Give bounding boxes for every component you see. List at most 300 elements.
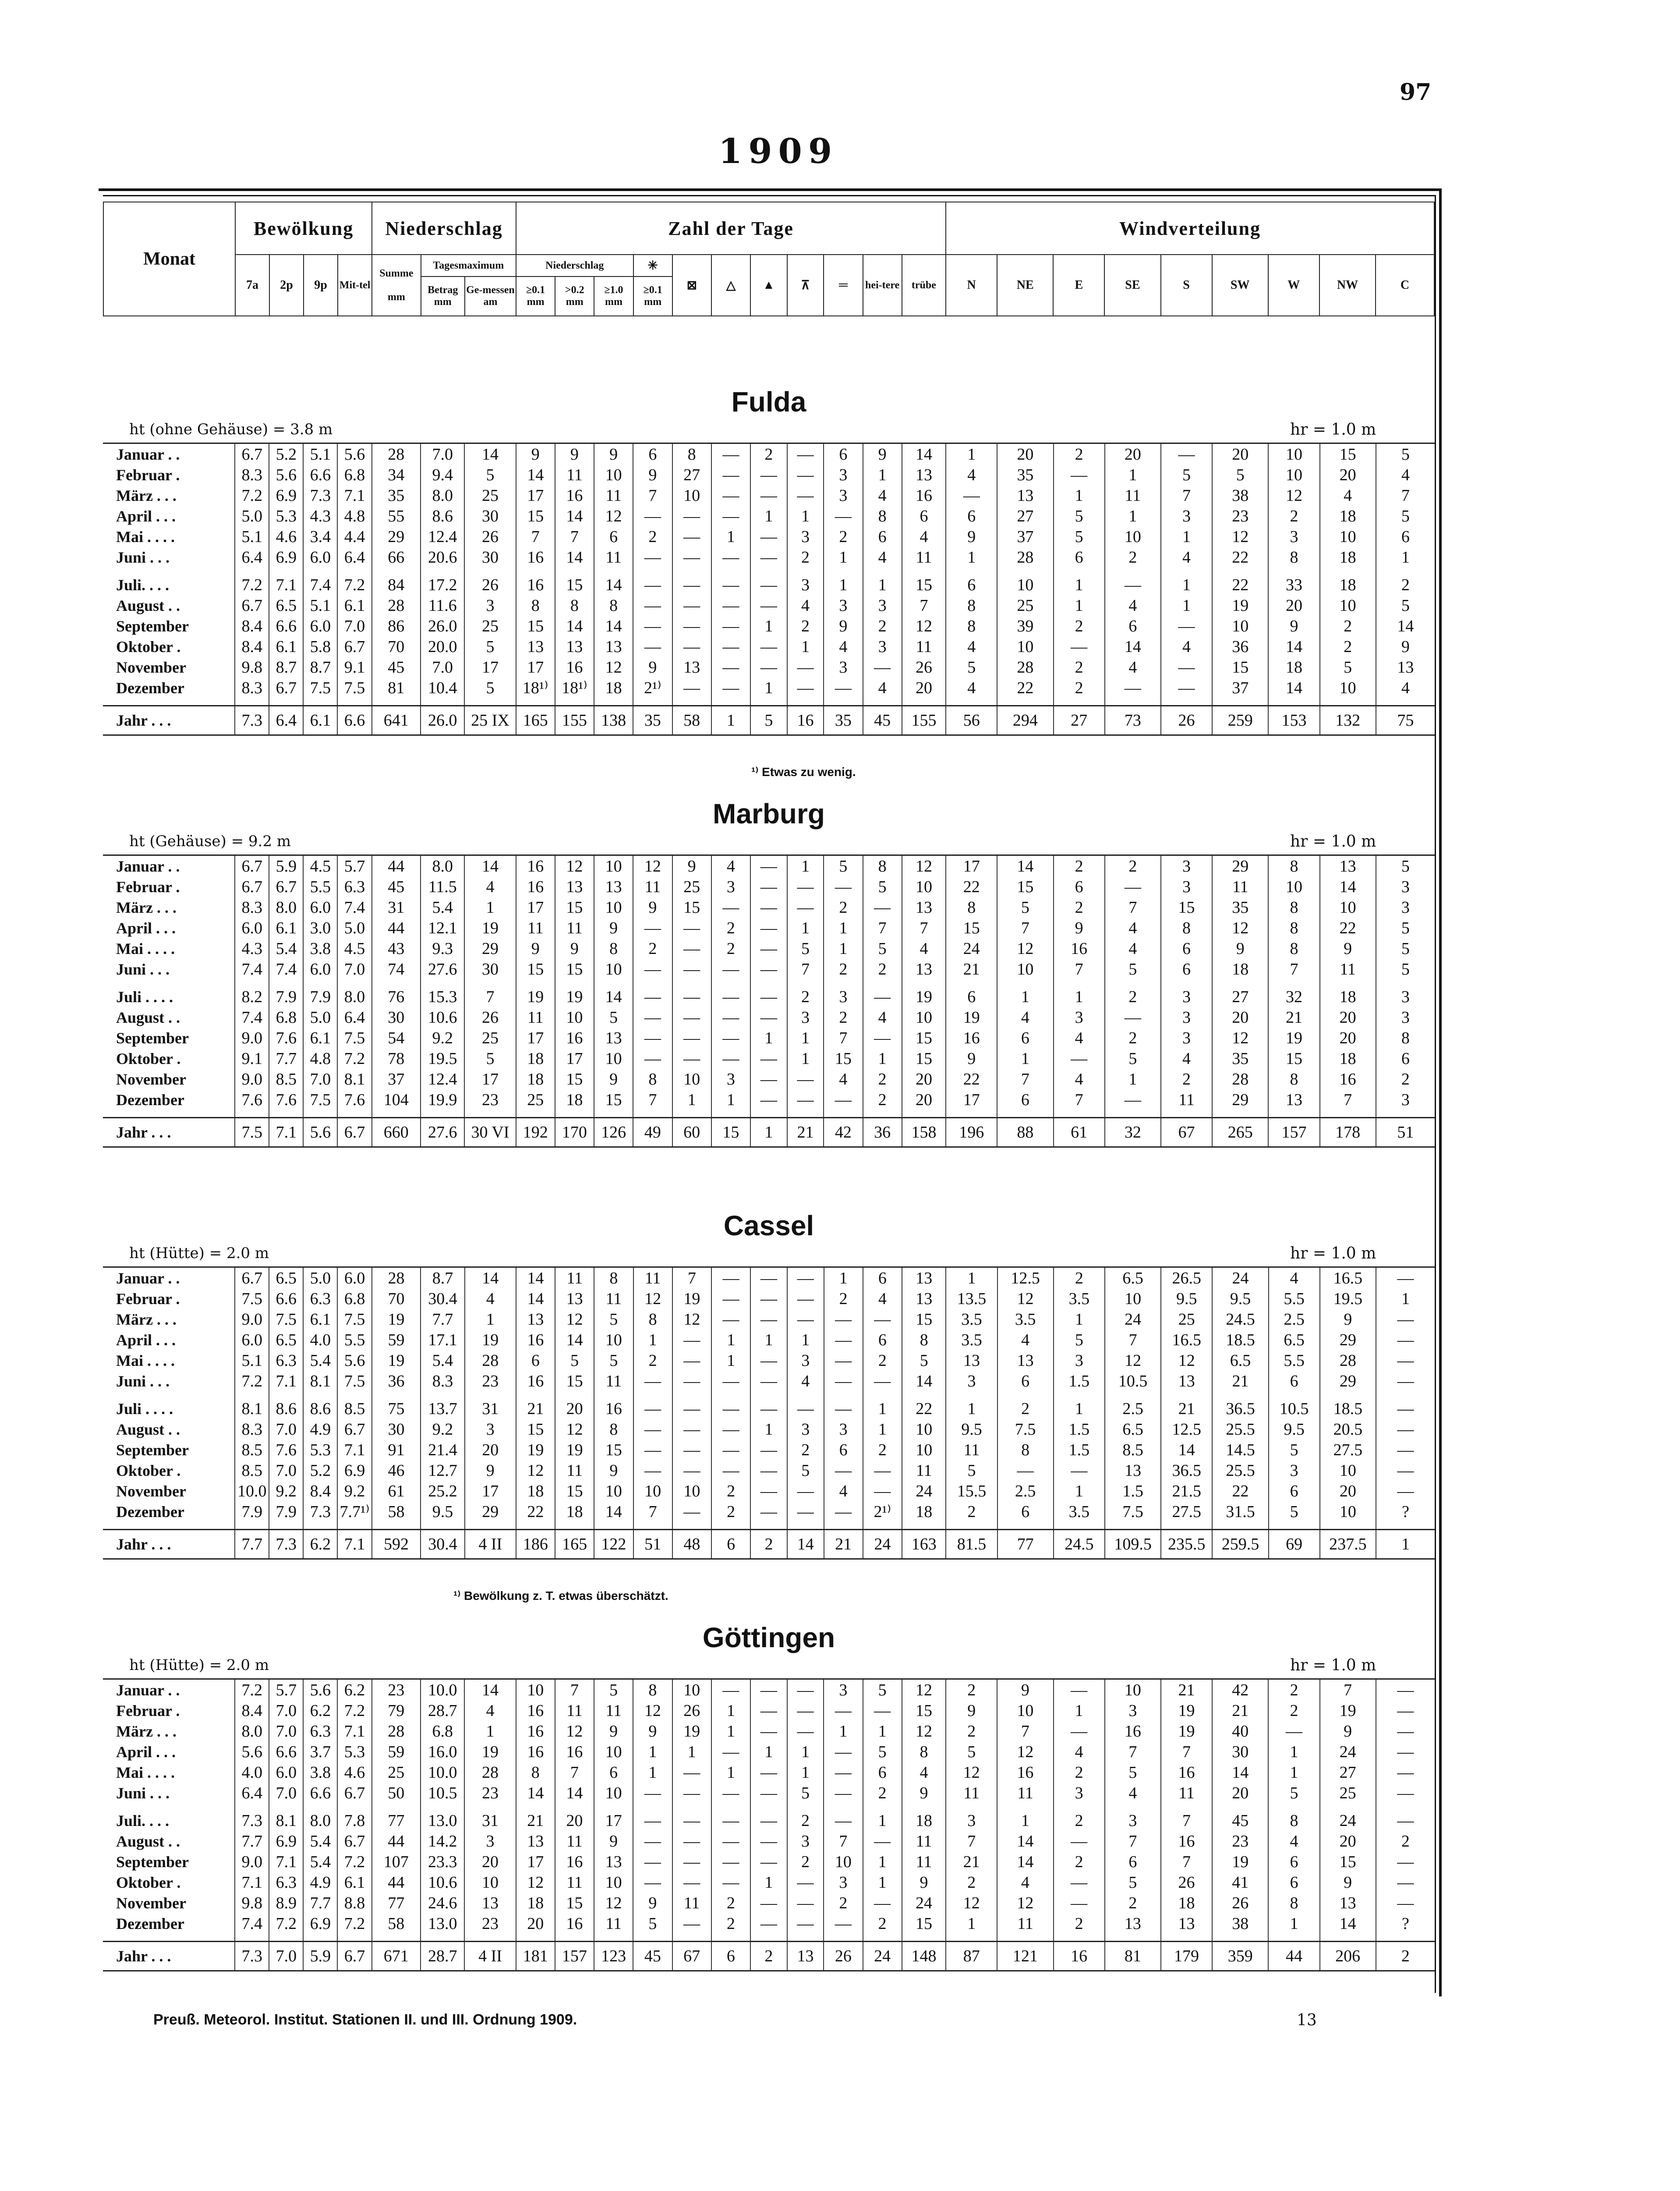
- table-cell: 22: [946, 876, 997, 897]
- table-cell: 6.8: [269, 1007, 303, 1028]
- header-wind-c: C: [1376, 255, 1434, 316]
- table-cell: 10: [594, 1872, 633, 1893]
- table-cell: —: [787, 464, 824, 485]
- table-cell: 15: [902, 1309, 946, 1329]
- table-cell: 4.5: [337, 938, 371, 959]
- table-cell: 2: [863, 1089, 902, 1110]
- table-cell: 19: [372, 1350, 421, 1371]
- table-cell: 24: [902, 1893, 946, 1913]
- table-cell: 16: [516, 1721, 555, 1741]
- table-cell: —: [750, 1481, 787, 1501]
- table-cell: 15: [594, 1089, 633, 1110]
- table-cell: 19: [464, 1741, 516, 1762]
- table-cell: 9: [516, 443, 555, 465]
- table-cell: 9: [1212, 938, 1268, 959]
- table-cell: —: [1105, 1007, 1161, 1028]
- table-cell: 294: [997, 706, 1053, 735]
- table-cell: 5: [1376, 506, 1435, 526]
- table-cell: 14: [465, 1267, 516, 1289]
- table-cell: 24: [902, 1481, 946, 1501]
- table-cell: 15: [1320, 443, 1376, 465]
- table-cell: —: [1161, 616, 1212, 636]
- table-cell: 11: [1320, 959, 1376, 979]
- table-cell: 6.0: [269, 1762, 303, 1783]
- table-cell: —: [824, 1700, 863, 1721]
- table-cell: 3: [1376, 986, 1435, 1007]
- table-cell: 2: [1054, 616, 1105, 636]
- table-cell: —: [750, 1048, 787, 1069]
- table-cell: 5.1: [235, 526, 269, 547]
- table-cell: 196: [946, 1118, 997, 1147]
- table-cell: 24: [863, 1530, 902, 1559]
- month-label: September: [116, 617, 189, 635]
- table-cell: 4: [464, 876, 516, 897]
- table-cell: 91: [372, 1439, 421, 1460]
- table-cell: 9: [1320, 938, 1376, 959]
- header-heitere: hei-tere: [863, 255, 902, 316]
- table-cell: 8.7: [421, 1267, 464, 1289]
- table-cell: 11: [902, 1851, 946, 1872]
- header-tagesmaximum: Tagesmaximum: [421, 255, 516, 277]
- table-cell: 16: [516, 1329, 555, 1350]
- table-cell: 21: [946, 959, 997, 979]
- table-cell: 8: [633, 1309, 672, 1329]
- table-cell: 7.5: [337, 1028, 371, 1048]
- table-cell: 18: [594, 677, 633, 698]
- table-row: [103, 1048, 1435, 1069]
- table-cell: 148: [902, 1942, 946, 1971]
- month-label: Dezember: [116, 1503, 184, 1521]
- table-cell: —: [787, 876, 824, 897]
- table-cell: 25: [372, 1762, 421, 1783]
- table-cell: —: [750, 1350, 787, 1371]
- station-hr: hr = 1.0 m: [1290, 833, 1376, 851]
- table-cell: 5.7: [337, 855, 371, 877]
- table-cell: —: [750, 1913, 787, 1934]
- table-cell: —: [750, 595, 787, 616]
- table-cell: 3: [824, 986, 863, 1007]
- table-cell: 5.0: [337, 918, 371, 938]
- table-cell: 9.1: [337, 657, 371, 677]
- table-cell: 18: [902, 1810, 946, 1831]
- table-cell: 16: [787, 706, 824, 735]
- table-cell: 75: [1376, 706, 1435, 735]
- table-cell: 13.5: [946, 1288, 997, 1309]
- table-cell: 155: [555, 706, 594, 735]
- table-cell: 28: [372, 1721, 421, 1741]
- table-cell: 7: [1054, 1089, 1105, 1110]
- table-cell: 15.5: [946, 1481, 997, 1501]
- table-cell: 8: [516, 1762, 555, 1783]
- table-cell: 2: [787, 1851, 824, 1872]
- table-cell: 7.4: [303, 574, 337, 595]
- table-cell: 25: [1320, 1783, 1376, 1803]
- table-cell: 19: [1268, 1028, 1319, 1048]
- table-cell: 70: [372, 1288, 421, 1309]
- table-cell: 19: [1161, 1700, 1212, 1721]
- table-cell: 10: [594, 897, 633, 918]
- table-cell: 5: [863, 876, 902, 897]
- table-cell: 19: [516, 986, 555, 1007]
- table-cell: —: [1376, 1679, 1435, 1701]
- station-table: [103, 443, 1435, 736]
- table-cell: 10: [464, 1872, 516, 1893]
- table-cell: 12.4: [421, 526, 464, 547]
- table-cell: 2¹⁾: [863, 1501, 902, 1522]
- table-cell: 6.4: [337, 547, 371, 567]
- table-cell: 13: [516, 1309, 555, 1329]
- table-cell: 6.0: [303, 959, 337, 979]
- table-cell: 2: [824, 526, 863, 547]
- table-cell: —: [750, 547, 787, 567]
- table-row: [103, 1783, 1435, 1803]
- table-row: [103, 918, 1435, 938]
- table-cell: 8.1: [303, 1371, 337, 1391]
- table-cell: 76: [372, 986, 421, 1007]
- table-cell: 7.0: [269, 1419, 303, 1439]
- table-cell: 88: [997, 1118, 1053, 1147]
- table-cell: 7.0: [337, 616, 371, 636]
- table-cell: 3: [824, 1679, 863, 1701]
- table-cell: 4: [902, 938, 946, 959]
- table-cell: 2: [1054, 443, 1105, 465]
- table-cell: 2: [1054, 855, 1105, 877]
- table-cell: 1: [750, 1028, 787, 1048]
- table-cell: 8: [594, 595, 633, 616]
- month-label: März . . .: [116, 898, 177, 916]
- table-cell: 14: [594, 574, 633, 595]
- table-cell: 10: [902, 1419, 946, 1439]
- table-cell: 19: [1161, 1721, 1212, 1741]
- table-cell: 14: [1320, 876, 1376, 897]
- table-cell: —: [824, 677, 863, 698]
- table-cell: 1: [946, 1267, 997, 1289]
- table-cell: 1: [863, 574, 902, 595]
- table-cell: 11.5: [421, 876, 464, 897]
- table-cell: 3.5: [946, 1329, 997, 1350]
- table-cell: 7.5: [269, 1309, 303, 1329]
- table-cell: 44: [372, 855, 421, 877]
- table-cell: 7.5: [997, 1419, 1054, 1439]
- table-cell: 12: [902, 1679, 946, 1701]
- table-cell: 9: [1054, 918, 1105, 938]
- table-row: [103, 443, 1435, 465]
- threshold-3-unit: mm: [605, 296, 622, 308]
- table-cell: —: [787, 1700, 824, 1721]
- table-cell: 26: [464, 1007, 516, 1028]
- table-cell: 28.7: [421, 1700, 464, 1721]
- month-label: Oktober .: [116, 638, 181, 656]
- month-label: Oktober .: [116, 1049, 181, 1067]
- table-cell: 15: [516, 1419, 555, 1439]
- table-cell: 1: [1105, 1069, 1161, 1089]
- table-cell: 3: [1161, 876, 1212, 897]
- table-row: [103, 464, 1435, 485]
- table-cell: 26: [672, 1700, 711, 1721]
- table-cell: 14: [1212, 1762, 1268, 1783]
- table-cell: 12: [1105, 1350, 1161, 1371]
- table-cell: 2: [1268, 1679, 1319, 1701]
- table-cell: 13: [902, 1288, 946, 1309]
- table-cell: 10: [594, 1048, 633, 1069]
- table-row: [103, 1329, 1435, 1350]
- table-cell: —: [633, 986, 672, 1007]
- table-cell: —: [711, 1851, 750, 1872]
- table-cell: 75: [372, 1398, 421, 1419]
- table-cell: 6.4: [235, 547, 269, 567]
- table-cell: 21: [516, 1810, 555, 1831]
- table-cell: —: [863, 1371, 902, 1391]
- header-wind-w: W: [1268, 255, 1319, 316]
- table-cell: 7.2: [337, 1700, 371, 1721]
- table-cell: 11: [555, 1831, 594, 1851]
- month-label: März . . .: [116, 1310, 177, 1328]
- table-cell: 7.7: [235, 1530, 269, 1559]
- table-cell: 13: [902, 464, 946, 485]
- table-cell: 6: [863, 526, 902, 547]
- table-cell: 7.5: [1105, 1501, 1161, 1522]
- table-cell: 77: [372, 1810, 421, 1831]
- table-cell: 3: [787, 1007, 824, 1028]
- table-cell: 12: [516, 1872, 555, 1893]
- table-cell: 7: [902, 918, 946, 938]
- table-cell: 3: [1376, 1007, 1435, 1028]
- table-cell: —: [750, 1679, 787, 1701]
- table-cell: 3: [1105, 1700, 1161, 1721]
- table-cell: 19: [946, 1007, 997, 1028]
- table-cell: 29: [1212, 1089, 1268, 1110]
- table-cell: 6: [1105, 616, 1161, 636]
- table-cell: 2: [787, 616, 824, 636]
- table-cell: 13: [555, 636, 594, 657]
- table-cell: 7.6: [269, 1028, 303, 1048]
- table-cell: 10: [1320, 897, 1376, 918]
- table-cell: 2: [863, 616, 902, 636]
- table-cell: 12: [946, 1893, 997, 1913]
- table-cell: —: [672, 1371, 711, 1391]
- table-cell: 3: [1376, 876, 1435, 897]
- table-cell: —: [672, 595, 711, 616]
- table-cell: 5: [946, 1741, 997, 1762]
- table-cell: 6: [1376, 1048, 1435, 1069]
- table-cell: 15: [555, 1069, 594, 1089]
- table-cell: 10: [633, 1481, 672, 1501]
- table-cell: 14: [1320, 1913, 1376, 1934]
- month-label: April . . .: [116, 919, 176, 937]
- table-cell: 27.5: [1320, 1439, 1376, 1460]
- table-cell: —: [633, 595, 672, 616]
- table-cell: 2: [824, 1288, 863, 1309]
- table-row: [103, 986, 1435, 1007]
- table-cell: 5.2: [303, 1460, 337, 1481]
- table-cell: 4: [997, 1329, 1054, 1350]
- table-cell: 16: [946, 1028, 997, 1048]
- table-cell: 5: [787, 938, 824, 959]
- table-cell: 25: [464, 616, 516, 636]
- table-cell: 1: [711, 1700, 750, 1721]
- table-cell: 7.3: [269, 1530, 303, 1559]
- table-cell: —: [997, 1460, 1054, 1481]
- table-cell: —: [750, 485, 787, 506]
- table-cell: —: [672, 1501, 711, 1522]
- table-cell: 2: [787, 547, 824, 567]
- table-row: [103, 1439, 1435, 1460]
- station-table: [103, 854, 1435, 1148]
- table-cell: 8.4: [303, 1481, 337, 1501]
- table-cell: —: [633, 1783, 672, 1803]
- table-cell: 8.5: [1105, 1439, 1161, 1460]
- hail-icon: ⊠: [672, 255, 711, 316]
- table-cell: 12.5: [997, 1267, 1054, 1289]
- table-cell: 11: [1105, 485, 1161, 506]
- table-cell: 5: [1376, 595, 1435, 616]
- table-cell: 5.3: [269, 506, 303, 526]
- table-cell: 25.5: [1212, 1460, 1268, 1481]
- table-cell: 6.6: [269, 616, 303, 636]
- table-cell: 59: [372, 1329, 421, 1350]
- table-cell: 37: [1212, 677, 1268, 698]
- table-cell: 15: [1320, 1851, 1376, 1872]
- table-cell: 15: [555, 1893, 594, 1913]
- table-cell: 18: [516, 1048, 555, 1069]
- table-cell: 1: [946, 1913, 997, 1934]
- table-cell: 10: [594, 1329, 633, 1350]
- table-cell: —: [1054, 636, 1105, 657]
- table-cell: —: [787, 1501, 824, 1522]
- table-cell: —: [711, 1419, 750, 1439]
- table-cell: 12: [997, 1893, 1053, 1913]
- table-cell: 2: [1376, 1069, 1435, 1089]
- table-cell: 4.8: [337, 506, 371, 526]
- table-cell: 7.7: [303, 1893, 337, 1913]
- header-wind-ne: NE: [997, 255, 1053, 316]
- table-cell: 11: [946, 1783, 997, 1803]
- table-cell: 44: [1268, 1942, 1319, 1971]
- table-cell: —: [750, 1783, 787, 1803]
- table-cell: 4: [824, 636, 863, 657]
- table-cell: 24: [1320, 1741, 1376, 1762]
- table-cell: 163: [902, 1530, 946, 1559]
- table-cell: 35: [372, 485, 421, 506]
- table-cell: —: [633, 1007, 672, 1028]
- table-cell: 1: [750, 1419, 787, 1439]
- table-cell: 21: [1161, 1398, 1212, 1419]
- table-cell: 8: [902, 1329, 946, 1350]
- table-cell: —: [633, 547, 672, 567]
- table-cell: 6.7: [337, 1942, 371, 1971]
- table-cell: 7.2: [235, 485, 269, 506]
- table-cell: —: [711, 1007, 750, 1028]
- table-cell: 45: [633, 1942, 672, 1971]
- table-cell: 20: [516, 1913, 555, 1934]
- table-cell: 3: [1054, 1783, 1105, 1803]
- table-cell: 5.0: [235, 506, 269, 526]
- table-cell: 7.1: [337, 1530, 371, 1559]
- table-cell: —: [750, 1309, 787, 1329]
- table-cell: 20: [902, 677, 946, 698]
- table-cell: 237.5: [1320, 1530, 1376, 1559]
- year-row: [103, 706, 1435, 735]
- table-cell: 2: [824, 1893, 863, 1913]
- table-cell: 6: [1269, 1481, 1320, 1501]
- table-cell: 6.9: [337, 1460, 371, 1481]
- table-cell: —: [750, 464, 787, 485]
- table-cell: 4: [863, 485, 902, 506]
- table-cell: 6.0: [303, 616, 337, 636]
- table-cell: 5.4: [421, 1350, 464, 1371]
- table-cell: 14: [516, 464, 555, 485]
- table-cell: 16: [516, 855, 555, 877]
- table-cell: —: [672, 677, 711, 698]
- table-cell: 33: [1268, 574, 1319, 595]
- table-cell: 9.2: [337, 1481, 371, 1501]
- table-cell: 7: [902, 595, 946, 616]
- table-cell: 7: [824, 1831, 863, 1851]
- table-cell: —: [633, 1851, 672, 1872]
- table-cell: —: [711, 1831, 750, 1851]
- table-cell: 1: [997, 1048, 1053, 1069]
- table-cell: 6.1: [303, 1309, 337, 1329]
- table-cell: 10: [1212, 616, 1268, 636]
- table-cell: 2: [1054, 677, 1105, 698]
- table-cell: —: [824, 876, 863, 897]
- table-cell: 24: [1105, 1309, 1161, 1329]
- table-cell: 9.1: [235, 1048, 269, 1069]
- table-cell: 8.0: [337, 986, 371, 1007]
- table-cell: 5: [787, 1460, 824, 1481]
- table-cell: 10: [997, 636, 1053, 657]
- table-cell: 9: [633, 897, 672, 918]
- table-cell: 16: [1161, 1831, 1212, 1851]
- table-cell: 8: [1268, 938, 1319, 959]
- table-cell: 7.2: [337, 1913, 371, 1934]
- table-cell: 7: [1054, 959, 1105, 979]
- table-cell: 5.6: [269, 464, 303, 485]
- table-cell: —: [633, 1872, 672, 1893]
- table-cell: 18: [1212, 959, 1268, 979]
- table-cell: 9.5: [1161, 1288, 1212, 1309]
- table-cell: 4: [787, 595, 824, 616]
- table-cell: 25.2: [421, 1481, 464, 1501]
- table-cell: 11: [555, 1460, 594, 1481]
- table-cell: —: [711, 986, 750, 1007]
- table-cell: —: [633, 1048, 672, 1069]
- table-cell: 7.5: [337, 1309, 371, 1329]
- table-cell: 6: [633, 443, 672, 465]
- table-cell: 23: [372, 1679, 421, 1701]
- table-cell: 18: [516, 1069, 555, 1089]
- table-cell: 11: [594, 1700, 633, 1721]
- table-cell: 6.1: [269, 636, 303, 657]
- table-cell: 7: [997, 1069, 1053, 1089]
- table-cell: 4: [946, 636, 997, 657]
- table-cell: —: [1054, 1721, 1105, 1741]
- table-cell: 5: [946, 657, 997, 677]
- table-cell: 7: [1105, 897, 1161, 918]
- table-cell: 10: [672, 1481, 711, 1501]
- table-cell: —: [1376, 1872, 1435, 1893]
- table-cell: 2: [711, 1501, 750, 1522]
- header-wind-s: S: [1161, 255, 1212, 316]
- table-cell: 19: [516, 1439, 555, 1460]
- table-cell: 10: [1320, 677, 1376, 698]
- table-cell: 11: [555, 464, 594, 485]
- table-cell: 1: [633, 1762, 672, 1783]
- table-cell: 6.0: [303, 547, 337, 567]
- table-cell: 592: [372, 1530, 421, 1559]
- table-row: [103, 1893, 1435, 1913]
- table-cell: 3: [863, 636, 902, 657]
